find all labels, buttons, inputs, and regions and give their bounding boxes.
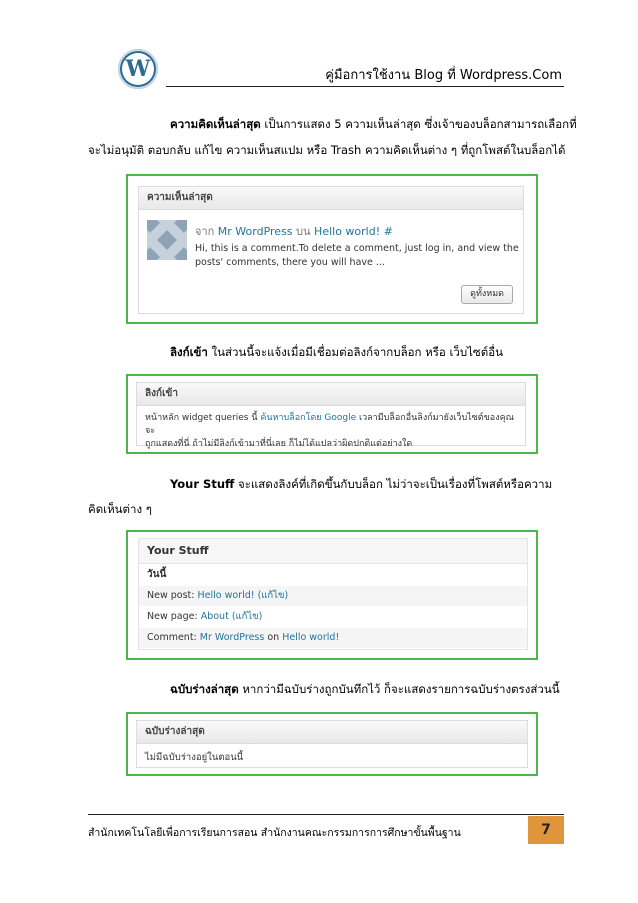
hello-world-post-link[interactable]: Hello world!	[197, 590, 255, 601]
wordpress-logo-letter: W	[122, 53, 154, 85]
section2-line	[170, 343, 503, 361]
section1-heading: ความคิดเห็นล่าสุด	[170, 117, 261, 131]
list-item	[139, 607, 527, 628]
row-prefix: New page:	[147, 611, 201, 622]
footer-divider	[88, 814, 564, 815]
comment-on-label: บน	[296, 225, 311, 238]
comment-excerpt-line2: posts' comments, there you will have ...	[195, 257, 385, 268]
header-divider	[166, 86, 564, 87]
section4-text: หากว่ามีฉบับร่างถูกบันทึกไว้ ก็จะแสดงรายการฉบับร่างตรงส่วนนี้	[238, 682, 560, 696]
recent-drafts-widget	[136, 720, 528, 768]
section1-line1	[170, 115, 577, 133]
comment-post-link[interactable]: Hello world!	[282, 632, 340, 643]
incoming-links-widget	[136, 382, 526, 449]
row-on-label: on	[264, 632, 283, 643]
section3-text-line1: จะแสดงลิงค์ที่เกิดขึ้นกับบล็อก ไม่ว่าจะเป็นเรื่องที่โพสต์หรือความ	[234, 477, 553, 491]
section2-text: ในส่วนนี้จะแจ้งเมื่อมีเชื่อมต่อลิงก์จากบล็อก หรือ เว็บไซต์อื่น	[207, 345, 503, 359]
row-prefix: Comment:	[147, 632, 200, 643]
section3-heading: Your Stuff	[170, 477, 235, 491]
list-item	[139, 628, 527, 649]
screenshot-incoming-links	[126, 374, 538, 454]
screenshot-your-stuff	[126, 530, 538, 660]
your-stuff-widget	[138, 538, 528, 650]
screenshot-recent-drafts	[126, 712, 538, 776]
comment-meta	[195, 222, 393, 240]
view-all-button[interactable]: ดูทั้งหมด	[461, 285, 513, 304]
page-number: 7	[528, 816, 564, 844]
recent-comments-title: ความเห็นล่าสุด	[139, 187, 523, 210]
section4-heading: ฉบับร่างล่าสุด	[170, 682, 239, 696]
incoming-links-line1	[145, 412, 517, 438]
comment-from-label: จาก	[195, 225, 215, 238]
wordpress-logo	[118, 49, 158, 89]
incoming-links-title: ลิงก์เข้า	[137, 383, 525, 406]
recent-drafts-empty: ไม่มีฉบับร่างอยู่ในตอนนี้	[145, 752, 244, 763]
recent-comments-widget	[138, 186, 524, 314]
comment-excerpt-line1: Hi, this is a comment.To delete a comment, just log in, and view the	[195, 243, 519, 254]
list-item	[139, 586, 527, 607]
screenshot-recent-comments	[126, 174, 538, 324]
incoming-links-text-b: เวลามีบล็อกอื่นลิงก์มายังเว็บไซต์ของคุณ จะ	[145, 413, 514, 436]
section2-heading: ลิงก์เข้า	[170, 345, 208, 359]
recent-drafts-title: ฉบับร่างล่าสุด	[137, 721, 527, 744]
edit-page-link[interactable]: (แก้ไข)	[231, 611, 263, 622]
comment-author-link[interactable]: Mr WordPress	[199, 632, 265, 643]
incoming-links-line2: ถูกแสดงที่นี่ ถ้าไม่มีลิงก์เข้ามาที่นี่เลย ก็ไม่ได้แปลว่าผิดปกติแต่อย่างใด	[145, 439, 413, 449]
comment-author-link[interactable]: Mr WordPress	[217, 225, 293, 238]
edit-post-link[interactable]: (แก้ไข)	[257, 590, 289, 601]
your-stuff-title: Your Stuff	[139, 539, 527, 564]
about-page-link[interactable]: About	[200, 611, 229, 622]
incoming-links-text-a: หน้าหลัก widget queries นี้	[145, 413, 261, 423]
comment-post-link[interactable]: Hello world! #	[314, 225, 393, 238]
google-blog-search-link[interactable]: ค้นหาบล็อกโดย Google	[260, 413, 357, 423]
section3-text-line2: คิดเห็นต่าง ๆ	[88, 502, 152, 516]
section1-text-line2: จะไม่อนุมัติ ตอบกลับ แก้ไข ความเห็นสแปม หรือ Trash ความคิดเห็นต่าง ๆ ที่ถูกโพสต์ในบล็อกได้	[88, 143, 566, 157]
incoming-links-body	[137, 406, 525, 457]
header-title: คู่มือการใช้งาน Blog ที่ Wordpress.Com	[325, 68, 562, 83]
today-label: วันนี้	[147, 569, 167, 580]
section3-line1	[170, 475, 552, 493]
row-prefix: New post:	[147, 590, 198, 601]
section1-text-line1: เป็นการแสดง 5 ความเห็นล่าสุด ซึ่งเจ้าของบล็อกสามารถเลือกที่	[260, 117, 577, 131]
footer-text: สำนักเทคโนโลยีเพื่อการเรียนการสอน สำนักงานคณะกรรมการการศึกษาขั้นพื้นฐาน	[88, 827, 461, 839]
section4-line	[170, 680, 560, 698]
avatar	[147, 220, 187, 260]
comment-excerpt	[195, 242, 519, 270]
